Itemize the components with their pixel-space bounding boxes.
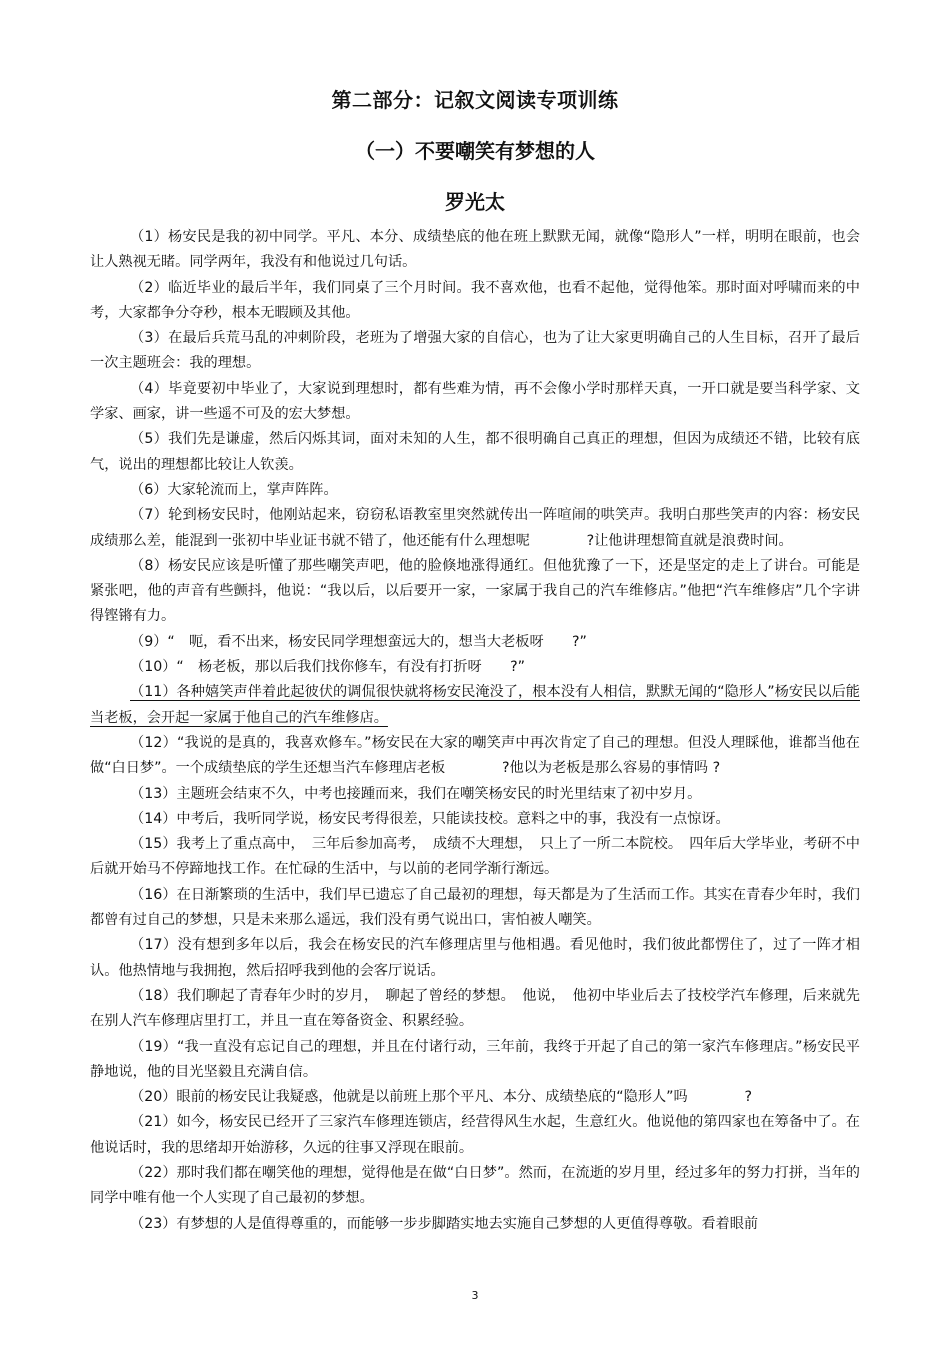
section-title: 第二部分：记叙文阅读专项训练	[331, 88, 619, 112]
paragraph: （6）大家轮流而上，掌声阵阵。	[130, 481, 338, 498]
paragraph: （9）“ 呃，看不出来，杨安民同学理想蛮远大的，想当大老板呀 ?”	[130, 633, 587, 650]
article-title: （一）不要嘲笑有梦想的人	[355, 139, 595, 163]
paragraph: （15）我考上了重点高中， 三年后参加高考， 成绩不大理想， 只上了一所二本院校。 四年后大学毕业，考研不中后就开始马不停蹄地找工作。在忙碌的生活中，与以前的老同学渐行渐远。	[90, 836, 860, 878]
paragraph: （7）轮到杨安民时，他刚站起来，窃窃私语教室里突然就传出一阵喧闹的哄笑声。我明白那些笑声的内容：杨安民成绩那么差，能混到一张初中毕业证书就不错了，他还能有什么理想呢 ?让他讲理想简直就是浪费时间。	[90, 507, 860, 549]
paragraph: （8）杨安民应该是听懂了那些嘲笑声吧，他的脸倏地涨得通红。但他犹豫了一下，还是坚定的走上了讲台。可能是紧张吧，他的声音有些颤抖，他说：“我以后，以后要开一家，一家属于我自己的汽车维修店。”他把“汽车维修店”几个字讲得铿锵有力。	[90, 557, 860, 625]
page-number: 3	[471, 1289, 479, 1302]
article-body	[90, 225, 860, 1237]
paragraph: （19）“我一直没有忘记自己的理想，并且在付诸行动，三年前，我终于开起了自己的第一家汽车修理店。”杨安民平静地说，他的目光坚毅且充满自信。	[90, 1038, 860, 1080]
underlined-text: （11）各种嬉笑声伴着此起彼伏的调侃很快就将杨安民淹没了，根本没有人相信，默默无闻的“隐形人”杨安民以后能当老板，会开起一家属于他自己的汽车维修店。	[90, 684, 860, 726]
paragraph: （20）眼前的杨安民让我疑惑，他就是以前班上那个平凡、本分、成绩垫底的“隐形人”吗 ?	[130, 1089, 752, 1106]
underlined-paragraph	[90, 680, 860, 731]
paragraph: （17）没有想到多年以后，我会在杨安民的汽车修理店里与他相遇。看见他时，我们彼此都愣住了，过了一阵才相认。他热情地与我拥抱，然后招呼我到他的会客厅说话。	[90, 937, 860, 979]
paragraph: （22）那时我们都在嘲笑他的理想，觉得他是在做“白日梦”。然而，在流逝的岁月里，经过多年的努力打拼，当年的同学中唯有他一个人实现了自己最初的梦想。	[90, 1164, 860, 1207]
paragraph: （18）我们聊起了青春年少时的岁月， 聊起了曾经的梦想。 他说， 他初中毕业后去了技校学汽车修理，后来就先在别人汽车修理店里打工，并且一直在筹备资金、积累经验。	[90, 987, 860, 1030]
paragraph: （14）中考后，我听同学说，杨安民考得很差，只能读技校。意料之中的事，我没有一点惊讶。	[130, 810, 730, 827]
paragraph: （21）如今，杨安民已经开了三家汽车修理连锁店，经营得风生水起，生意红火。他说他的第四家也在筹备中了。在他说话时，我的思绪却开始游移，久远的往事又浮现在眼前。	[90, 1114, 860, 1156]
paragraph: （1）杨安民是我的初中同学。平凡、本分、成绩垫底的他在班上默默无闻，就像“隐形人”一样，明明在眼前，也会让人熟视无睹。同学两年，我没有和他说过几句话。	[90, 229, 860, 271]
paragraph: （3）在最后兵荒马乱的冲刺阶段，老班为了增强大家的自信心，也为了让大家更明确自己的人生目标，召开了最后一次主题班会：我的理想。	[90, 330, 860, 372]
paragraph: （13）主题班会结束不久，中考也接踵而来，我们在嘲笑杨安民的时光里结束了初中岁月。	[130, 785, 702, 802]
paragraph: （10）“ 杨老板，那以后我们找你修车，有没有打折呀 ?”	[130, 659, 525, 676]
paragraph: （4）毕竟要初中毕业了，大家说到理想时，都有些难为情，再不会像小学时那样天真，一开口就是要当科学家、文学家、画家，讲一些遥不可及的宏大梦想。	[90, 380, 860, 423]
paragraph: （12）“我说的是真的，我喜欢修车。”杨安民在大家的嘲笑声中再次肯定了自己的理想。但没人理睬他，谁都当他在做“白日梦”。一个成绩垫底的学生还想当汽车修理店老板 ?他以为老板是那么容易的事情吗 ?	[90, 734, 860, 777]
paragraph: （2）临近毕业的最后半年，我们同桌了三个月时间。我不喜欢他，也看不起他，觉得他笨。那时面对呼啸而来的中考，大家都争分夺秒，根本无暇顾及其他。	[90, 279, 860, 321]
paragraph: （16）在日渐繁琐的生活中，我们早已遗忘了自己最初的理想，每天都是为了生活而工作。其实在青春少年时，我们都曾有过自己的梦想，只是未来那么遥远，我们没有勇气说出口，害怕被人嘲笑。	[90, 886, 860, 929]
paragraph: （5）我们先是谦虚，然后闪烁其词，面对未知的人生，都不很明确自己真正的理想，但因为成绩还不错，比较有底气，说出的理想都比较让人钦羡。	[90, 431, 860, 473]
author-name: 罗光太	[445, 190, 505, 214]
paragraph: （23）有梦想的人是值得尊重的，而能够一步步脚踏实地去实施自己梦想的人更值得尊敬。看着眼前	[130, 1215, 759, 1232]
